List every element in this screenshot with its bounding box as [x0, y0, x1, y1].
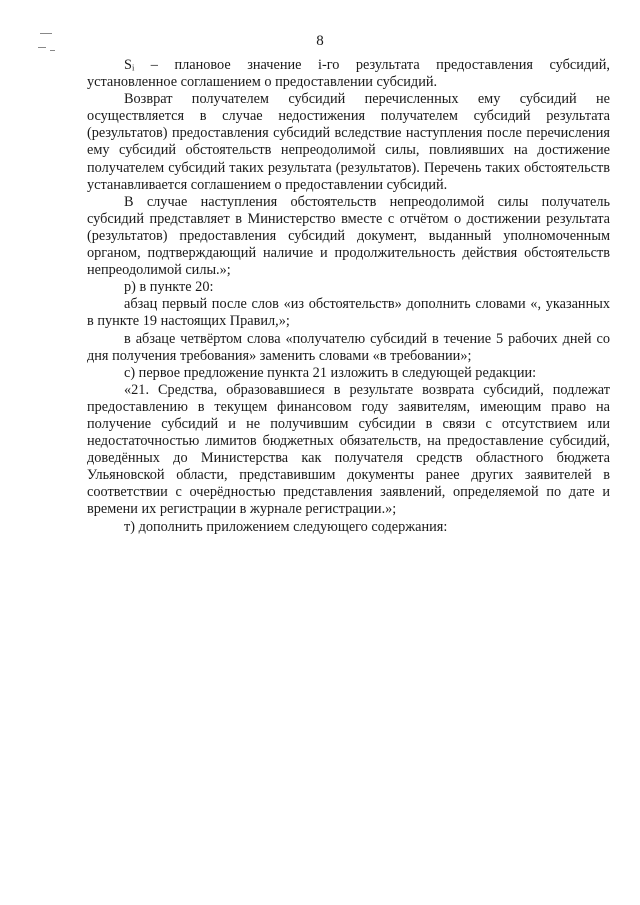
- paragraph-refund-exemption: Возврат получателем субсидий перечисленных ему субсидий не осуществляется в случае недостижения получателем субсидий результата (результатов) предоставления субсидий вследствие наступления после перечисления ему субсидий обстоятельств непреодолимой силы, повлиявших на достижение получателем субсидий таких результата (результатов). Перечень таких обстоятельств устанавливается соглашением о предоставлении субсидий.: [87, 91, 610, 193]
- paragraph-item-r-1: абзац первый после слов «из обстоятельств» дополнить словами «, указанных в пункте 19 настоящих Правил,»;: [87, 296, 610, 330]
- paragraph-item-r: р) в пункте 20:: [124, 279, 214, 296]
- page-number: 8: [316, 33, 324, 49]
- paragraph-item-s: с) первое предложение пункта 21 изложить в следующей редакции:: [124, 364, 537, 381]
- paragraph-formula-definition: Sᵢ – плановое значение i-го результата предоставления субсидий, установленное соглашением о предоставлении субсидий.: [87, 57, 610, 91]
- document-body: [87, 57, 610, 536]
- scan-artifact: [50, 50, 55, 51]
- paragraph-item-t: т) дополнить приложением следующего содержания:: [124, 518, 448, 535]
- paragraph-item-r-2: в абзаце четвёртом слова «получателю субсидий в течение 5 рабочих дней со дня получения требования» заменить словами «в требовании»;: [87, 330, 610, 364]
- paragraph-item-21: «21. Средства, образовавшиеся в результате возврата субсидий, подлежат предоставлению в текущем финансовом году заявителям, имеющим право на получение субсидий и не получившим субсидии в связи с отсутствием или недостаточностью лимитов бюджетных обязательств, на предоставление субсидий, доведённых до Министерства как получателя средств областного бюджета Ульяновской области, представившим документы ранее других заявителей в соответствии с очерёдностью представления заявлений, определяемой по дате и времени их регистрации в журнале регистрации.»;: [87, 381, 610, 518]
- paragraph-force-majeure: В случае наступления обстоятельств непреодолимой силы получатель субсидий представляет в Министерство вместе с отчётом о достижении результата (результатов) предоставления субсидий документ, выданный уполномоченным органом, подтверждающий наличие и продолжительность действия обстоятельств непреодолимой силы.»;: [87, 193, 610, 279]
